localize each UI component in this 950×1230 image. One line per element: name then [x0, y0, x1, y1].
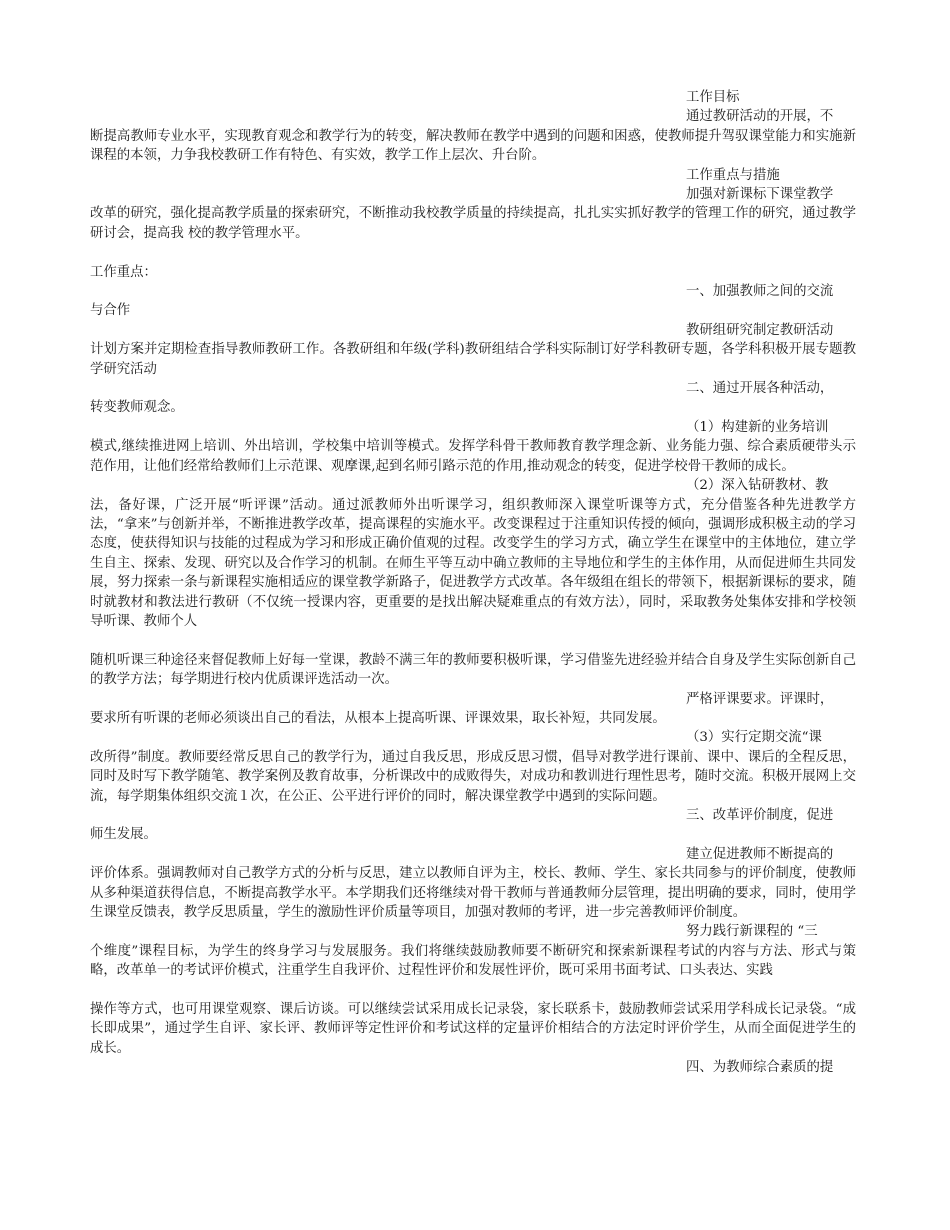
paragraph-body: 断提高教师专业水平，实现教育观念和教学行为的转变，解决教师在教学中遇到的问题和困惑，使教师提升驾驭课堂能力和实施新课程的本领，力争我校教研工作有特色、有实效，教学工作上层次、升台阶。	[90, 128, 856, 164]
paragraph-lead: （1）构建新的业务培训	[686, 419, 829, 435]
blank-line	[90, 631, 856, 650]
blank-line	[90, 981, 856, 1000]
heading-work-goal: 工作目标	[686, 90, 740, 105]
section-heading-4: 四、为教师综合素质的提	[686, 1060, 834, 1076]
section-heading-3: 三、改革评价制度，促进	[686, 808, 834, 823]
paragraph-lead: 努力践行新课程的 “三	[686, 924, 818, 940]
section-heading-1: 一、加强教师之间的交流	[686, 284, 834, 300]
paragraph-lead: 建立促进教师不断提高的	[686, 846, 834, 862]
paragraph-lead: （3）实行定期交流“课	[686, 730, 822, 746]
paragraph-body: 操作等方式，也可用课堂观察、课后访谈。可以继续尝试采用成长记录袋，家长联系卡，鼓励教师尝试采用学科成长记录袋。“成长即成果”，通过学生自评、家长评、教师评等定性评价和考试这样的定量评价相结合的方法定时评价学生，从而全面促进学生的成长。	[90, 1002, 856, 1056]
paragraph-body: 改所得”制度。教师要经常反思自己的教学行为，通过自我反思，形成反思习惯，倡导对教学进行课前、课中、课后的全程反思，同时及时写下教学随笔、教学案例及教育故事，分析课改中的成败得失，对成功和教训进行理性思考，随时交流。积极开展网上交流，每学期集体组织交流１次，在公正、公平进行评价的同时，解决课堂教学中遇到的实际问题。	[90, 749, 856, 804]
paragraph-body: 要求所有听课的老师必须谈出自己的看法，从根本上提高听课、评课效果，取长补短，共同发展。	[90, 710, 666, 726]
paragraph-body: 法，备好课，广泛开展“听评课”活动。通过派教师外出听课学习，组织教师深入课堂听课等方式，充分借鉴各种先进教学方法，“拿来”与创新并举，不断推进教学改革，提高课程的实施水平。改变课程过于注重知识传授的倾向，强调形成积极主动的学习态度，使获得知识与技能的过程成为学习和形成正确价值观的过程。改变学生的学习方式，确立学生在课堂中的主体地位，建立学生自主、探索、发现、研究以及合作学习的机制。在师生平等互动中确立教师的主导地位和学生的主体作用，从而促进师生共同发展，努力探索一条与新课程实施相适应的课堂教学新路子，促进教学方式改革。各年级组在组长的带领下，根据新课标的要求，随时就教材和教法进行教研（不仅统一授课内容，更重要的是找出解决疑难重点的有效方法），同时，采取教务处集体安排和学校领导听课、教师个人	[90, 497, 856, 629]
section-heading-2: 二、通过开展各种活动，	[686, 381, 834, 397]
paragraph-body: 模式,继续推进网上培训、外出培训，学校集中培训等模式。发挥学科骨干教师教育教学理念新、业务能力强、综合素质硬带头示范作用，让他们经常给教师们上示范课、观摩课,起到名师引路示范的作用,推动观念的转变，促进学校骨干教师的成长。	[90, 439, 856, 474]
paragraph-body: 改革的研究，强化提高教学质量的探索研究，不断推动我校教学质量的持续提高，扎扎实实抓好教学的管理工作的研究，通过教学研讨会，提高我 校的教学管理水平。	[90, 206, 856, 241]
paragraph-lead: 教研组研究制定教研活动	[686, 322, 834, 338]
paragraph-body: 随机听课三种途径来督促教师上好每一堂课，教龄不满三年的教师要积极听课，学习借鉴先进经验并结合自身及学生实际创新自己的教学方法；每学期进行校内优质课评选活动一次。	[90, 652, 856, 688]
paragraph-body: 个维度”课程目标，为学生的终身学习与发展服务。我们将继续鼓励教师要不断研究和探索新课程考试的内容与方法、形式与策略，改革单一的考试评价模式，注重学生自我评价、过程性评价和发展性评价，既可采用书面考试、口头表达、实践	[90, 943, 856, 979]
paragraph-body: 与合作	[90, 303, 131, 319]
heading-work-focus: 工作重点：	[90, 264, 157, 280]
paragraph-lead: 加强对新课标下课堂教学	[686, 187, 834, 203]
paragraph-body: 师生发展。	[90, 827, 157, 843]
paragraph-lead: 严格评课要求。评课时，	[686, 691, 834, 707]
paragraph-body: 转变教师观念。	[90, 400, 184, 416]
paragraph-body: 评价体系。强调教师对自己教学方式的分析与反思，建立以教师自评为主，校长、教师、学生、家长共同参与的评价制度，使教师从多种渠道获得信息，不断提高教学水平。本学期我们还将继续对骨干教师与普通教师分层管理，提出明确的要求，同时，使用学生课堂反馈表，教学反思质量，学生的激励性评价质量等项目，加强对教师的考评，进一步完善教师评价制度。	[90, 866, 856, 921]
paragraph-lead: 通过教研活动的开展，不	[686, 109, 834, 125]
blank-line	[90, 243, 856, 262]
heading-focus-measures: 工作重点与措施	[686, 167, 780, 183]
paragraph-body: 计划方案并定期检查指导教师教研工作。各教研组和年级(学科)教研组结合学科实际制订好学科教研专题，各学科积极开展专题教学研究活动	[90, 342, 856, 377]
paragraph-lead: （2）深入钻研教材、教	[686, 478, 829, 494]
document-page	[90, 88, 856, 1078]
